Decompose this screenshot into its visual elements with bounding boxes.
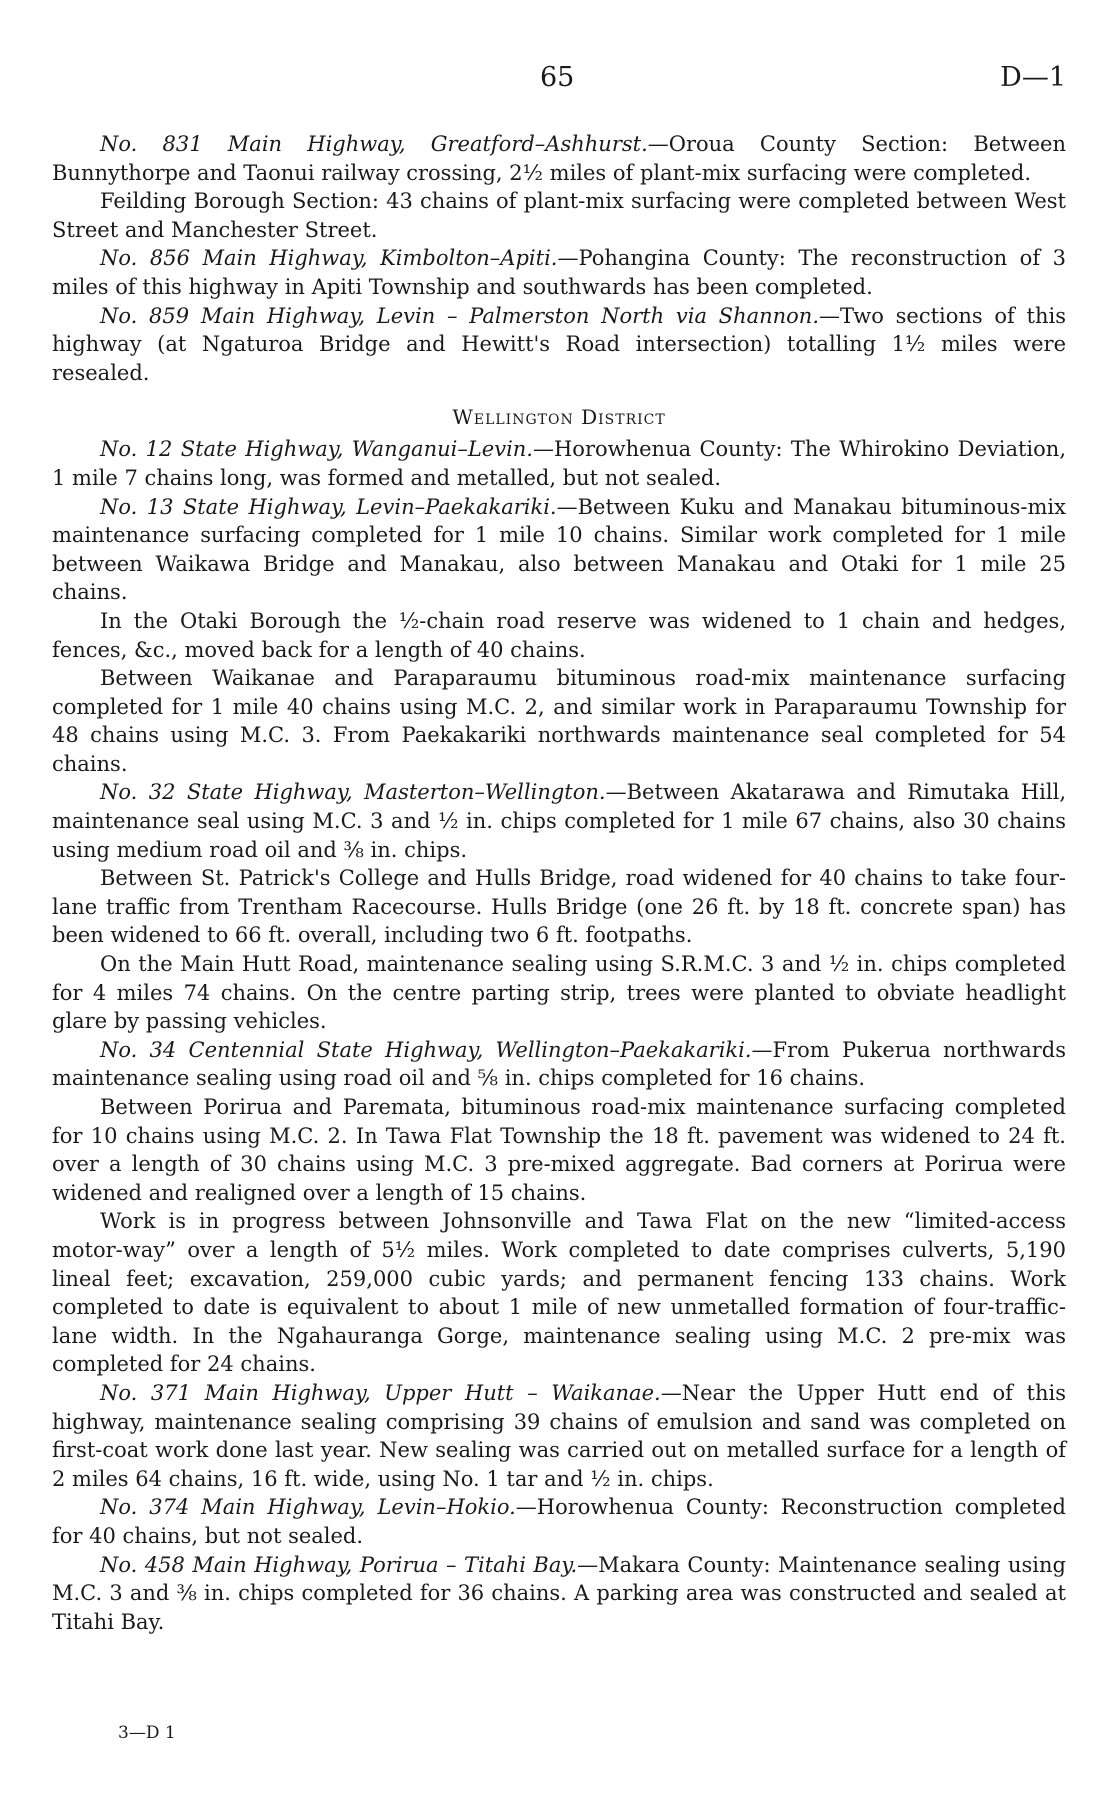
paragraph — [52, 130, 1066, 187]
paragraph-text: —Horowhenua County: The Whirokino Deviation, 1 mile 7 chains long, was formed and metalled, but not sealed. — [52, 437, 1066, 490]
paragraph-text: Between Porirua and Paremata, bituminous road-mix maintenance surfacing completed for 10 chains using M.C. 2. In Tawa Flat Township the 18 ft. pavement was widened to 24 ft. over a length of 30 chains using M.C. 3 pre-mixed aggregate. Bad corners at Porirua were widened and realigned over a length of 15 chains. — [52, 1095, 1066, 1205]
paragraph-text: Feilding Borough Section: 43 chains of plant-mix surfacing were completed between West Street and Manchester Street. — [52, 189, 1066, 242]
paragraph-text: Between Waikanae and Paraparaumu bituminous road-mix maintenance surfacing completed for 1 mile 40 chains using M.C. 2, and similar work in Paraparaumu Township for 48 chains using M.C. 3. From Paekakariki northwards maintenance seal completed for 54 chains. — [52, 666, 1066, 776]
paragraph-text: Between St. Patrick's College and Hulls Bridge, road widened for 40 chains to take four-lane traffic from Trentham Racecourse. Hulls Bridge (one 26 ft. by 18 ft. concrete span) has been widened to 66 ft. overall, including two 6 ft. footpaths. — [52, 866, 1066, 948]
paragraph — [52, 1093, 1066, 1207]
highway-reference: No. 374 Main Highway, Levin–Hokio. — [100, 1495, 516, 1520]
highway-reference: No. 859 Main Highway, Levin – Palmerston North via Shannon. — [100, 303, 820, 328]
paragraph — [52, 778, 1066, 864]
highway-reference: No. 831 Main Highway, Greatford–Ashhurst. — [100, 132, 648, 156]
paragraph — [52, 1551, 1066, 1637]
paragraph — [52, 1493, 1066, 1550]
body-text — [52, 130, 1066, 1636]
highway-reference: No. 458 Main Highway, Porirua – Titahi Bay. — [100, 1552, 578, 1577]
sheet-signature: 3—D 1 — [118, 1723, 176, 1743]
highway-reference: No. 856 Main Highway, Kimbolton–Apiti. — [100, 246, 558, 271]
district-heading: Wellington District — [452, 405, 666, 430]
district-section — [52, 435, 1066, 1636]
page-header — [0, 62, 1114, 102]
paragraph-text: —Pohangina County: The reconstruction of 3 miles of this highway in Apiti Township and southwards has been completed. — [52, 246, 1066, 299]
paragraph-text: —Between Akatarawa and Rimutaka Hill, maintenance seal using M.C. 3 and ½ in. chips completed for 1 mile 67 chains, also 30 chains using medium road oil and ⅜ in. chips. — [52, 780, 1067, 862]
paragraph — [52, 1207, 1066, 1379]
paragraph-text: —Oroua County Section: Between Bunnythorpe and Taonui railway crossing, 2½ miles of plant-mix surfacing were completed. — [52, 132, 1066, 185]
paragraph — [52, 607, 1066, 664]
highway-reference: No. 371 Main Highway, Upper Hutt – Waikanae. — [100, 1380, 661, 1405]
series-code: D—1 — [1000, 62, 1066, 93]
paragraph-text: —Between Kuku and Manakau bituminous-mix maintenance surfacing completed for 1 mile 10 chains. Similar work completed for 1 mile between Waikawa Bridge and Manakau, also between Manakau and Otaki for 1 mile 25 chains. — [52, 494, 1066, 605]
paragraph-text: Work is in progress between Johnsonville and Tawa Flat on the new “limited-access motor-way” over a length of 5½ miles. Work completed to date comprises culverts, 5,190 lineal feet; excavation, 259,000 cubic yards; and permanent fencing 133 chains. Work completed to date is equivalent to about 1 mile of new unmetalled formation of four-traffic-lane width. In the Ngahauranga Gorge, maintenance sealing using M.C. 2 pre-mix was completed for 24 chains. — [52, 1209, 1066, 1377]
paragraph — [52, 864, 1066, 950]
paragraph — [52, 435, 1066, 492]
highway-reference: No. 13 State Highway, Levin–Paekakariki. — [100, 494, 557, 519]
paragraph-text: —Horowhenua County: Reconstruction completed for 40 chains, but not sealed. — [52, 1495, 1066, 1548]
paragraph — [52, 664, 1066, 778]
paragraph-text: —Near the Upper Hutt end of this highway, maintenance sealing comprising 39 chains of emulsion and sand was completed on first-coat work done last year. New sealing was carried out on metalled surface for a length of 2 miles 64 chains, 16 ft. wide, using No. 1 tar and ½ in. chips. — [52, 1380, 1067, 1491]
paragraph — [52, 493, 1066, 607]
paragraph — [52, 1036, 1066, 1093]
highway-reference: No. 12 State Highway, Wanganui–Levin. — [100, 437, 533, 462]
paragraph — [52, 187, 1066, 244]
paragraph-text: —Makara County: Maintenance sealing using M.C. 3 and ⅜ in. chips completed for 36 chains. A parking area was constructed and sealed at Titahi Bay. — [52, 1552, 1066, 1634]
highway-reference: No. 32 State Highway, Masterton–Wellington. — [100, 780, 606, 805]
paragraph-text: —Two sections of this highway (at Ngaturoa Bridge and Hewitt's Road intersection) totalling 1½ miles were resealed. — [52, 303, 1066, 385]
paragraph — [52, 244, 1066, 301]
top-section — [52, 130, 1066, 387]
highway-reference: No. 34 Centennial State Highway, Wellington–Paekakariki. — [100, 1037, 752, 1062]
page-number: 65 — [540, 62, 575, 93]
paragraph-text: On the Main Hutt Road, maintenance sealing using S.R.M.C. 3 and ½ in. chips completed for 4 miles 74 chains. On the centre parting strip, trees were planted to obviate headlight glare by passing vehicles. — [52, 952, 1066, 1034]
paragraph — [52, 1379, 1066, 1493]
paragraph-text: In the Otaki Borough the ½-chain road reserve was widened to 1 chain and hedges, fences, &c., moved back for a length of 40 chains. — [52, 608, 1066, 662]
paragraph-text: —From Pukerua northwards maintenance sealing using road oil and ⅝ in. chips completed for 16 chains. — [52, 1037, 1066, 1091]
paragraph — [52, 950, 1066, 1036]
paragraph — [52, 302, 1066, 388]
